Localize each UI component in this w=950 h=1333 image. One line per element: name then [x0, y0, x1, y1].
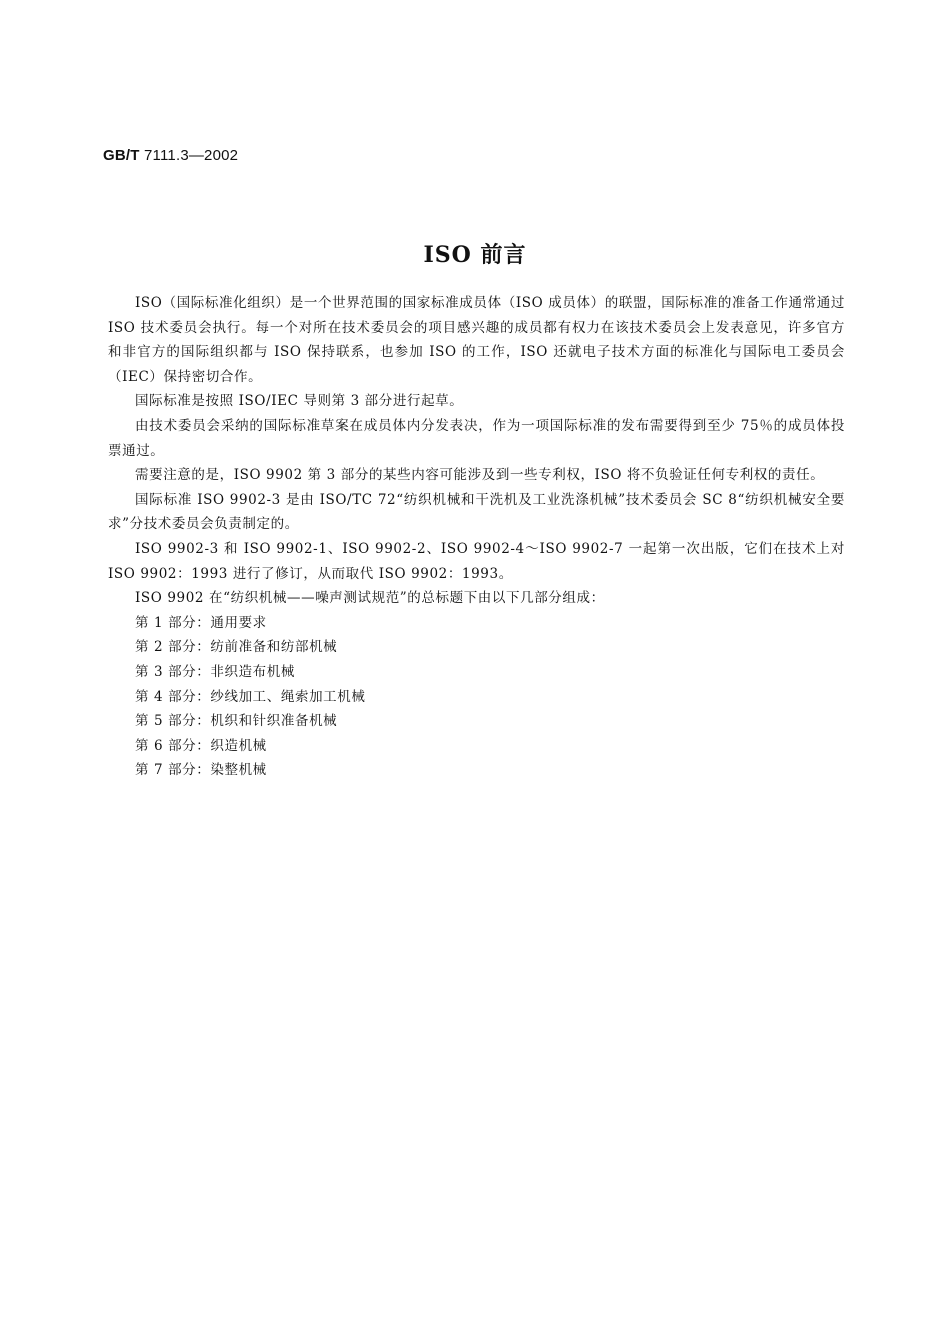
- list-item: 第 4 部分：纱线加工、绳索加工机械: [135, 688, 366, 705]
- paragraph-committee: 国际标准 ISO 9902-3 是由 ISO/TC 72“纺织机械和干洗机及工业洗涤机械”技术委员会 SC 8“纺织机械安全要求”分技术委员会负责制定的。: [108, 491, 845, 533]
- list-item: 第 6 部分：织造机械: [135, 737, 267, 754]
- paragraph-voting: 由技术委员会采纳的国际标准草案在成员体内分发表决，作为一项国际标准的发布需要得到至少 75％的成员体投票通过。: [108, 417, 845, 459]
- list-item: 第 5 部分：机织和针织准备机械: [135, 713, 338, 730]
- standard-code-number: 7111.3—2002: [139, 147, 239, 164]
- document-body: [108, 291, 845, 783]
- paragraph-patent-notice: 需要注意的是，ISO 9902 第 3 部分的某些内容可能涉及到一些专利权，ISO 将不负验证任何专利权的责任。: [135, 467, 825, 484]
- list-item: 第 1 部分：通用要求: [135, 614, 267, 631]
- parts-list: [108, 611, 845, 783]
- page-title: ISO 前言: [423, 242, 527, 268]
- list-item: 第 7 部分：染整机械: [135, 762, 267, 779]
- paragraph-parts-intro: ISO 9902 在“纺织机械——噪声测试规范”的总标题下由以下几部分组成：: [135, 590, 605, 607]
- standard-code: [103, 147, 238, 164]
- list-item: 第 2 部分：纺前准备和纺部机械: [135, 639, 338, 656]
- paragraph-iso-intro: ISO（国际标准化组织）是一个世界范围的国家标准成员体（ISO 成员体）的联盟，国际标准的准备工作通常通过 ISO 技术委员会执行。每一个对所在技术委员会的项目感兴趣的成员都有权力在该技术委员会上发表意见，许多官方和非官方的国际组织都与 ISO 保持联系，也参加 ISO 的工作，ISO 还就电子技术方面的标准化与国际电工委员会（IEC）保持密切合作。: [108, 295, 845, 385]
- standard-code-prefix: GB/T: [103, 147, 140, 164]
- paragraph-revision: ISO 9902-3 和 ISO 9902-1、ISO 9902-2、ISO 9902-4～ISO 9902-7 一起第一次出版，它们在技术上对 ISO 9902：1993 进行了修订，从而取代 ISO 9902：1993。: [108, 540, 845, 582]
- paragraph-drafting-rules: 国际标准是按照 ISO/IEC 导则第 3 部分进行起草。: [135, 393, 464, 410]
- list-item: 第 3 部分：非织造布机械: [135, 663, 295, 680]
